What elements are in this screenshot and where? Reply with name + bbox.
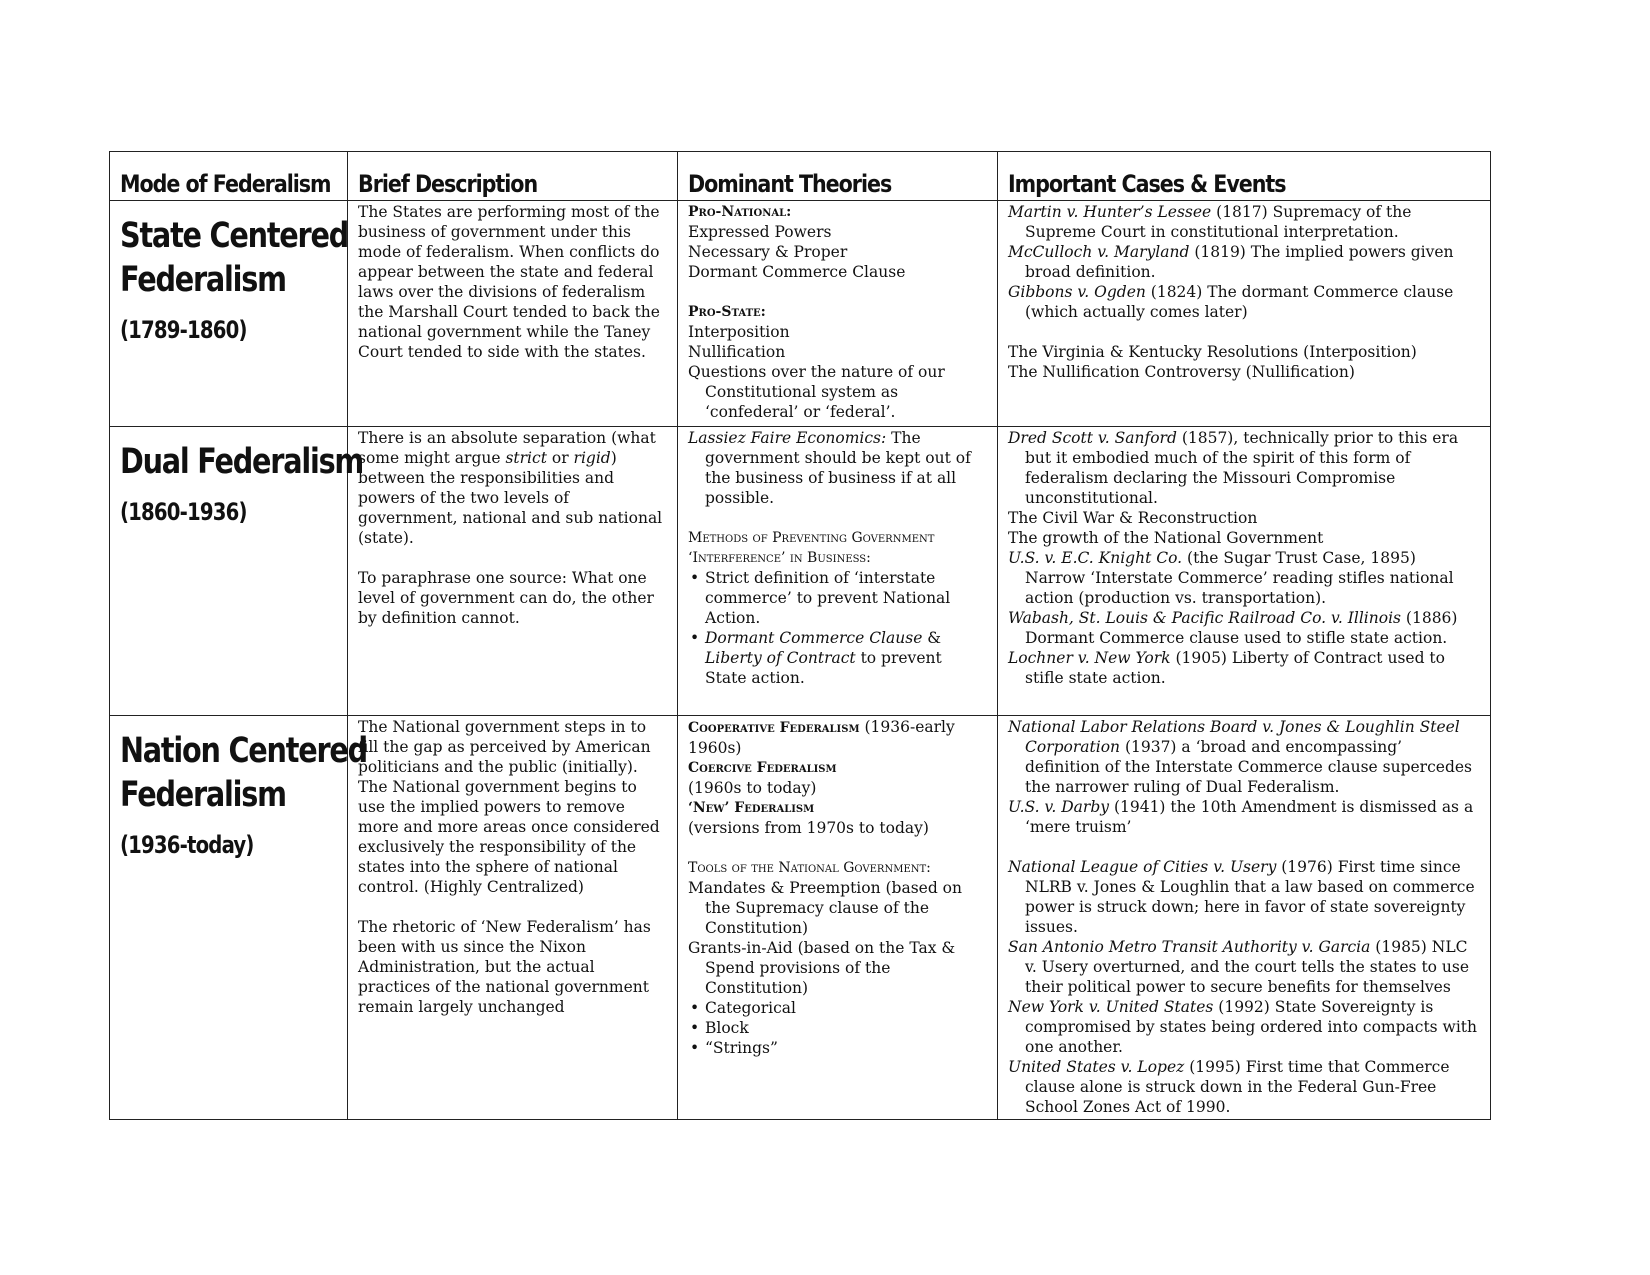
- case-entry: United States v. Lopez (1995) First time that Commerce clause alone is struck down in the Federal Gun-Free School Zones Act of 1990.: [1008, 1058, 1450, 1116]
- header-description: Brief Description: [348, 152, 678, 201]
- description-text: The National government steps in to fill the gap as perceived by American politicians and the public (initially). The National government begins to use the implied powers to remove more and more areas once considered exclusively the responsibility of the states into the sphere of national control. (Highly Centralized): [358, 718, 660, 896]
- header-mode: Mode of Federalism: [110, 152, 348, 201]
- theory-heading: Pro-State:: [688, 304, 766, 320]
- case-entry: National League of Cities v. Usery (1976) First time since NLRB v. Jones & Loughlin that a law based on commerce power is struck down; here in favor of state sovereignty issues.: [1008, 858, 1475, 936]
- theory-item: (1960s to today): [688, 779, 817, 797]
- description-text: There is an absolute separation (what some might argue strict or rigid) between the responsibilities and powers of the two levels of government, national and sub national (state).: [358, 429, 663, 547]
- theory-bullets: [688, 568, 987, 688]
- list-item: • Strict definition of ‘interstate commerce’ to prevent National Action.: [705, 568, 987, 628]
- list-item: • Categorical: [705, 998, 987, 1018]
- theories-cell: [678, 716, 998, 1120]
- mode-title: State Centered Federalism: [120, 216, 349, 300]
- theory-item: Questions over the nature of our Constitutional system as ‘confederal’ or ‘federal’.: [688, 363, 945, 421]
- table-row: [110, 427, 1491, 716]
- case-entry: Dred Scott v. Sanford (1857), technically prior to this era but it embodied much of the spirit of this form of federalism declaring the Missouri Compromise unconstitutional.: [1008, 429, 1459, 507]
- theory-item: Interposition: [688, 323, 790, 341]
- cases-cell: [998, 427, 1491, 716]
- theories-cell: [678, 427, 998, 716]
- mode-years: (1789-1860): [120, 316, 247, 344]
- theory-heading: ‘New’ Federalism: [688, 800, 815, 816]
- mode-cell: [110, 201, 348, 427]
- theory-heading: Methods of Preventing Government ‘Interference’ in Business:: [688, 530, 935, 566]
- cases-cell: [998, 716, 1491, 1120]
- case-entry: San Antonio Metro Transit Authority v. Garcia (1985) NLC v. Usery overturned, and the court tells the states to use their political power to secure benefits for themselves: [1008, 938, 1470, 996]
- theory-heading: Pro-National:: [688, 204, 792, 220]
- description-cell: [348, 427, 678, 716]
- case-entry: U.S. v. E.C. Knight Co. (the Sugar Trust Case, 1895) Narrow ‘Interstate Commerce’ reading stifles national action (production vs. transportation).: [1008, 549, 1454, 607]
- mode-cell: [110, 427, 364, 716]
- description-cell: [348, 201, 678, 427]
- table-row: [110, 201, 1491, 427]
- mode-years: (1860-1936): [120, 498, 247, 526]
- theory-item: Necessary & Proper: [688, 243, 848, 261]
- case-entry: Gibbons v. Ogden (1824) The dormant Commerce clause (which actually comes later): [1008, 283, 1454, 321]
- theory-item: Lassiez Faire Economics: The government should be kept out of the business of business if at all possible.: [688, 429, 971, 507]
- theory-heading: Coercive Federalism: [688, 760, 837, 776]
- case-entry: New York v. United States (1992) State Sovereignty is compromised by states being ordered into compacts with one another.: [1008, 998, 1477, 1056]
- case-entry: The Virginia & Kentucky Resolutions (Interposition): [1008, 343, 1417, 361]
- theory-item: (versions from 1970s to today): [688, 819, 929, 837]
- case-entry: U.S. v. Darby (1941) the 10th Amendment is dismissed as a ‘mere truism’: [1008, 798, 1474, 836]
- header-row: [110, 152, 1491, 201]
- table-row: [110, 716, 1491, 1120]
- case-entry: Lochner v. New York (1905) Liberty of Contract used to stifle state action.: [1008, 649, 1445, 687]
- theory-item: Dormant Commerce Clause: [688, 263, 906, 281]
- mode-title: Dual Federalism: [120, 442, 364, 482]
- description-text: The rhetoric of ‘New Federalism’ has been with us since the Nixon Administration, but the actual practices of the national government remain largely unchanged: [358, 918, 651, 1016]
- federalism-table: [109, 151, 1491, 1120]
- mode-title: Nation Centered Federalism: [120, 731, 367, 815]
- description-text: To paraphrase one source: What one level of government can do, the other by definition cannot.: [358, 569, 654, 627]
- theory-item: Cooperative Federalism (1936-early 1960s): [688, 718, 955, 757]
- case-entry: The Nullification Controversy (Nullification): [1008, 363, 1355, 381]
- description-text: The States are performing most of the business of government under this mode of federalism. When conflicts do appear between the state and federal laws over the divisions of federalism the Marshall Court tended to back the national government while the Taney Court tended to side with the states.: [358, 203, 660, 361]
- theory-bullets: [688, 998, 987, 1058]
- list-item: • Block: [705, 1018, 987, 1038]
- case-entry: Martin v. Hunter’s Lessee (1817) Supremacy of the Supreme Court in constitutional interpretation.: [1008, 203, 1412, 241]
- case-entry: McCulloch v. Maryland (1819) The implied powers given broad definition.: [1008, 243, 1454, 281]
- theory-heading: Tools of the National Government:: [688, 860, 931, 876]
- list-item: • Dormant Commerce Clause & Liberty of Contract to prevent State action.: [705, 628, 987, 688]
- mode-years: (1936-today): [120, 831, 254, 859]
- mode-cell: [110, 716, 367, 1120]
- header-cases: Important Cases & Events: [998, 152, 1491, 201]
- theory-item: Grants-in-Aid (based on the Tax & Spend provisions of the Constitution): [688, 939, 956, 997]
- theory-item: Expressed Powers: [688, 223, 832, 241]
- theory-item: Nullification: [688, 343, 786, 361]
- cases-cell: [998, 201, 1491, 427]
- theories-cell: [678, 201, 998, 427]
- theory-item: Mandates & Preemption (based on the Supremacy clause of the Constitution): [688, 879, 962, 937]
- case-entry: Wabash, St. Louis & Pacific Railroad Co. v. Illinois (1886) Dormant Commerce clause used to stifle state action.: [1008, 609, 1458, 647]
- description-cell: [348, 716, 678, 1120]
- case-entry: The Civil War & Reconstruction: [1008, 509, 1258, 527]
- header-theories: Dominant Theories: [678, 152, 998, 201]
- list-item: • “Strings”: [705, 1038, 987, 1058]
- case-entry: The growth of the National Government: [1008, 529, 1324, 547]
- case-entry: National Labor Relations Board v. Jones & Loughlin Steel Corporation (1937) a ‘broad and encompassing’ definition of the Interstate Commerce clause supercedes the narrower ruling of Dual Federalism.: [1008, 718, 1472, 796]
